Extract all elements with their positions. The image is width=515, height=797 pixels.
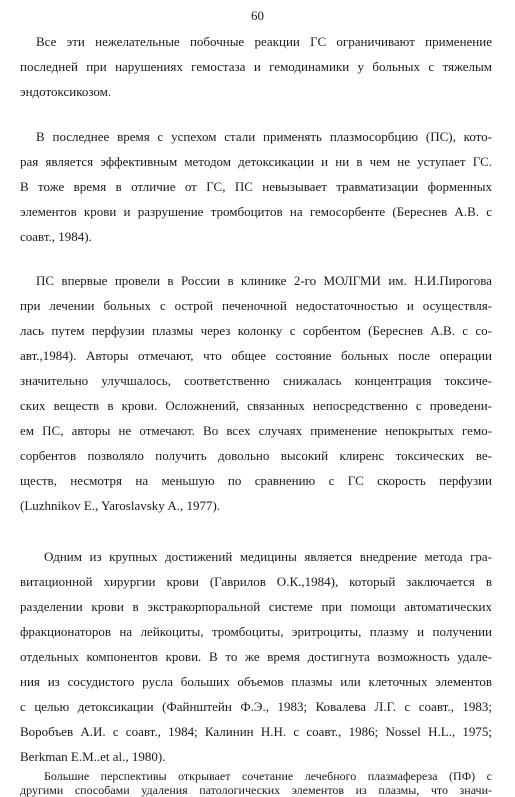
paragraph-line: отдельных компонентов крови. В то же время достигнута возможность удале- (20, 649, 492, 664)
paragraph-line: (Luzhnikov E., Yaroslavsky A., 1977). (20, 498, 221, 513)
paragraph-line: рая является эффективным методом детоксикации и ни в чем не уступает ГС. (20, 154, 492, 169)
paragraph-line: с целью детоксикации (Файнштейн Ф.Э., 1983; Ковалева Л.Г. с соавт., 1983; (20, 699, 492, 714)
paragraph-line: Все эти нежелательные побочные реакции ГС ограничивают применение (36, 34, 492, 49)
paragraph-line: элементов крови и разрушение тромбоцитов на гемосорбенте (Береснев А.В. с (20, 204, 492, 219)
paragraph-line: В последнее время с успехом стали применять плазмосорбцию (ПС), кото- (36, 129, 492, 144)
paragraph-line: ПС впервые провели в России в клинике 2-го МОЛГМИ им. Н.И.Пирогова (36, 273, 492, 288)
paragraph-line: сорбентов позволяло получить довольно высокий клиренс токсических ве- (20, 448, 492, 463)
paragraph-line: при лечении больных с острой печеночной недостаточностью и осуществля- (20, 298, 492, 313)
paragraph-line: авт.,1984). Авторы отмечают, что общее состояние больных после операции (20, 348, 492, 363)
paragraph-line: ских веществ в крови. Осложнений, связанных непосредственно с проведени- (20, 398, 492, 413)
paragraph-line: ществ, несмотря на меньшую по сравнению с ГС скорость перфузии (20, 473, 492, 488)
paragraph-line: ем ПС, авторы не отмечают. Во всех случаях применение непокрытых гемо- (20, 423, 492, 438)
paragraph-line: ния из сосудистого русла больших объемов плазмы или клеточных элементов (20, 674, 492, 689)
paragraph-line: фракционаторов на лейкоциты, тромбоциты, эритроциты, плазму и получении (20, 624, 492, 639)
paragraph-line: лась путем перфузии плазмы через колонку с сорбентом (Береснев А.В. с со- (20, 323, 492, 338)
paragraph-line: другими способами удаления патологических элементов из плазмы, что значи- (20, 783, 492, 797)
paragraph-line: Berkman E.M..et al., 1980). (20, 749, 166, 764)
paragraph-line: значительно улучшалось, соответственно снижалась концентрация токсиче- (20, 373, 492, 388)
paragraph-line: Большие перспективы открывает сочетание лечебного плазмафереза (ПФ) с (44, 769, 492, 783)
paragraph-line: Воробъев А.И. с соавт., 1984; Калинин Н.Н. с соавт., 1986; Nossel H.L., 1975; (20, 724, 492, 739)
paragraph-line: В тоже время в отличие от ГС, ПС невызывает травматизации форменных (20, 179, 492, 194)
page-number: 60 (251, 8, 264, 23)
paragraph-line: разделении крови в экстракорпоральной системе при помощи автоматических (20, 599, 492, 614)
paragraph-line: эндотоксикозом. (20, 84, 112, 99)
paragraph-line: витационной хирургии крови (Гаврилов О.К.,1984), который заключается в (20, 574, 492, 589)
paragraph-line: соавт., 1984). (20, 229, 92, 244)
paragraph-line: последней при нарушениях гемостаза и гемодинамики у больных с тяжелым (20, 59, 492, 74)
paragraph-line: Одним из крупных достижений медицины является внедрение метода гра- (44, 549, 492, 564)
